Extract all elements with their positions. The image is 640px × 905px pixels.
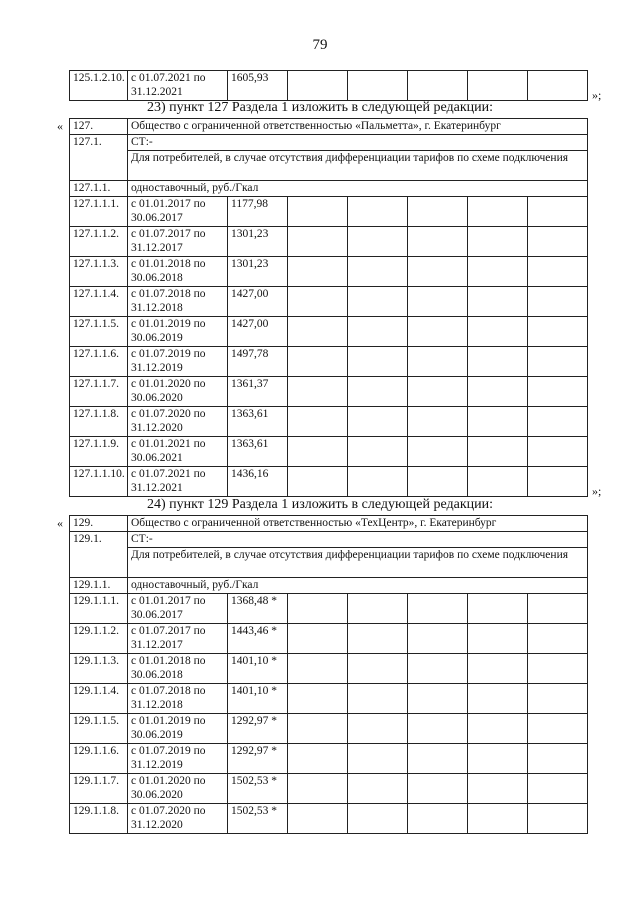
consumers-text: Для потребителей, в случае отсутствия дифференциации тарифов по схеме подключения <box>128 548 588 578</box>
row-value: 1301,23 <box>228 227 288 257</box>
opening-quote: « <box>57 516 63 530</box>
empty-cell <box>528 684 588 714</box>
table-row <box>70 347 588 377</box>
org-row <box>70 119 588 135</box>
empty-cell <box>348 684 408 714</box>
empty-cell <box>348 467 408 497</box>
empty-cell <box>468 684 528 714</box>
empty-cell <box>528 287 588 317</box>
row-value: 1292,97 * <box>228 714 288 744</box>
empty-cell <box>468 744 528 774</box>
row-period: с 01.01.2019 по 30.06.2019 <box>128 714 228 744</box>
st-label: СТ:- <box>128 532 588 548</box>
empty-cell <box>348 437 408 467</box>
row-value: 1436,16 <box>228 467 288 497</box>
row-number: 129.1.1.7. <box>70 774 128 804</box>
row-period: с 01.07.2021 по 31.12.2021 <box>128 467 228 497</box>
empty-cell <box>288 227 348 257</box>
st-number: 129.1. <box>70 532 128 578</box>
empty-cell <box>468 714 528 744</box>
row-period: с 01.01.2017 по 30.06.2017 <box>128 594 228 624</box>
page-number: 79 <box>312 37 328 53</box>
row-number: 125.1.2.10. <box>70 71 128 101</box>
empty-cell <box>348 287 408 317</box>
table-row <box>70 804 588 834</box>
table-row <box>70 714 588 744</box>
empty-cell <box>348 347 408 377</box>
empty-cell <box>288 467 348 497</box>
empty-cell <box>288 377 348 407</box>
empty-cell <box>528 467 588 497</box>
st-number: 127.1. <box>70 135 128 181</box>
tariff-label: одноставочный, руб./Гкал <box>128 578 588 594</box>
closing-quote: »; <box>592 88 602 102</box>
empty-cell <box>288 287 348 317</box>
empty-cell <box>408 467 468 497</box>
row-number: 129.1.1.3. <box>70 654 128 684</box>
row-value: 1443,46 * <box>228 624 288 654</box>
org-row <box>70 516 588 532</box>
empty-cell <box>288 407 348 437</box>
empty-cell <box>528 317 588 347</box>
empty-cell <box>528 624 588 654</box>
empty-cell <box>528 714 588 744</box>
empty-cell <box>348 774 408 804</box>
table-row <box>70 407 588 437</box>
row-period: с 01.01.2020 по 30.06.2020 <box>128 377 228 407</box>
tariff-table-127 <box>69 118 588 497</box>
row-period: с 01.07.2021 по 31.12.2021 <box>128 71 228 101</box>
empty-cell <box>348 624 408 654</box>
row-number: 129.1.1.6. <box>70 744 128 774</box>
table-row <box>70 437 588 467</box>
row-value: 1497,78 <box>228 347 288 377</box>
table-row <box>70 317 588 347</box>
st-label: СТ:- <box>128 135 588 151</box>
empty-cell <box>288 594 348 624</box>
consumers-text: Для потребителей, в случае отсутствия дифференциации тарифов по схеме подключения <box>128 151 588 181</box>
empty-cell <box>348 804 408 834</box>
row-number: 129.1.1.1. <box>70 594 128 624</box>
st-row <box>70 135 588 151</box>
table-row <box>70 257 588 287</box>
empty-cell <box>408 774 468 804</box>
row-number: 127.1.1.3. <box>70 257 128 287</box>
row-number: 127.1.1.2. <box>70 227 128 257</box>
empty-cell <box>348 714 408 744</box>
row-period: с 01.01.2019 по 30.06.2019 <box>128 317 228 347</box>
row-period: с 01.01.2021 по 30.06.2021 <box>128 437 228 467</box>
empty-cell <box>408 317 468 347</box>
tariff-table-129 <box>69 515 588 834</box>
empty-cell <box>408 377 468 407</box>
row-value: 1368,48 * <box>228 594 288 624</box>
org-name: Общество с ограниченной ответственностью «Пальметта», г. Екатеринбург <box>128 119 588 135</box>
empty-cell <box>408 624 468 654</box>
row-period: с 01.07.2017 по 31.12.2017 <box>128 227 228 257</box>
tariff-type-row <box>70 181 588 197</box>
row-number: 129.1.1.2. <box>70 624 128 654</box>
empty-cell <box>288 437 348 467</box>
row-value: 1361,37 <box>228 377 288 407</box>
closing-quote: »; <box>592 484 602 498</box>
org-number: 129. <box>70 516 128 532</box>
tariff-number: 129.1.1. <box>70 578 128 594</box>
empty-cell <box>348 257 408 287</box>
row-value: 1301,23 <box>228 257 288 287</box>
empty-cell <box>408 257 468 287</box>
row-number: 127.1.1.4. <box>70 287 128 317</box>
tariff-type-row <box>70 578 588 594</box>
empty-cell <box>348 407 408 437</box>
empty-cell <box>408 714 468 744</box>
empty-cell <box>468 467 528 497</box>
row-period: с 01.07.2019 по 31.12.2019 <box>128 347 228 377</box>
row-period: с 01.07.2018 по 31.12.2018 <box>128 684 228 714</box>
row-value: 1502,53 * <box>228 774 288 804</box>
empty-cell <box>348 317 408 347</box>
row-period: с 01.07.2017 по 31.12.2017 <box>128 624 228 654</box>
row-period: с 01.01.2020 по 30.06.2020 <box>128 774 228 804</box>
empty-cell <box>288 774 348 804</box>
empty-cell <box>408 287 468 317</box>
empty-cell <box>468 257 528 287</box>
table-row <box>70 467 588 497</box>
empty-cell <box>408 197 468 227</box>
empty-cell <box>468 287 528 317</box>
section-heading-24: 24) пункт 129 Раздела 1 изложить в следующей редакции: <box>147 497 493 512</box>
empty-cell <box>288 257 348 287</box>
empty-cell <box>468 347 528 377</box>
empty-cell <box>348 654 408 684</box>
empty-cell <box>288 347 348 377</box>
empty-cell <box>408 744 468 774</box>
row-period: с 01.07.2020 по 31.12.2020 <box>128 407 228 437</box>
table-row <box>70 71 588 101</box>
row-period: с 01.07.2020 по 31.12.2020 <box>128 804 228 834</box>
empty-cell <box>288 744 348 774</box>
empty-cell <box>528 774 588 804</box>
section-heading-23: 23) пункт 127 Раздела 1 изложить в следующей редакции: <box>147 100 493 115</box>
empty-cell <box>528 377 588 407</box>
row-value: 1177,98 <box>228 197 288 227</box>
row-value: 1401,10 * <box>228 684 288 714</box>
empty-cell <box>468 227 528 257</box>
tariff-table-continued <box>69 70 588 101</box>
st-row <box>70 532 588 548</box>
table-row <box>70 744 588 774</box>
table-row <box>70 684 588 714</box>
empty-cell <box>468 197 528 227</box>
empty-cell <box>288 654 348 684</box>
empty-cell <box>408 804 468 834</box>
row-value: 1363,61 <box>228 437 288 467</box>
row-value: 1427,00 <box>228 317 288 347</box>
empty-cell <box>528 227 588 257</box>
empty-cell <box>468 804 528 834</box>
empty-cell <box>408 594 468 624</box>
empty-cell <box>528 594 588 624</box>
table-row <box>70 654 588 684</box>
row-number: 129.1.1.8. <box>70 804 128 834</box>
row-value: 1502,53 * <box>228 804 288 834</box>
empty-cell <box>528 437 588 467</box>
row-period: с 01.01.2018 по 30.06.2018 <box>128 654 228 684</box>
empty-cell <box>348 744 408 774</box>
tariff-label: одноставочный, руб./Гкал <box>128 181 588 197</box>
empty-cell <box>408 407 468 437</box>
empty-cell <box>468 437 528 467</box>
empty-cell <box>288 624 348 654</box>
row-number: 127.1.1.6. <box>70 347 128 377</box>
empty-cell <box>288 714 348 744</box>
empty-cell <box>468 774 528 804</box>
row-value: 1292,97 * <box>228 744 288 774</box>
empty-cell <box>288 197 348 227</box>
empty-cell <box>528 804 588 834</box>
empty-cell <box>468 317 528 347</box>
row-number: 127.1.1.1. <box>70 197 128 227</box>
empty-cell <box>348 227 408 257</box>
table-row <box>70 774 588 804</box>
empty-cell <box>348 197 408 227</box>
empty-cell <box>528 407 588 437</box>
empty-cell <box>468 377 528 407</box>
empty-cell <box>408 684 468 714</box>
empty-cell <box>468 407 528 437</box>
empty-cell <box>408 227 468 257</box>
empty-cell <box>468 654 528 684</box>
empty-cell <box>288 317 348 347</box>
empty-cell <box>528 257 588 287</box>
org-number: 127. <box>70 119 128 135</box>
consumers-row <box>70 151 588 181</box>
row-value: 1427,00 <box>228 287 288 317</box>
row-period: с 01.01.2017 по 30.06.2017 <box>128 197 228 227</box>
row-number: 129.1.1.5. <box>70 714 128 744</box>
empty-cell <box>528 197 588 227</box>
empty-cell <box>408 437 468 467</box>
row-value: 1401,10 * <box>228 654 288 684</box>
row-period: с 01.01.2018 по 30.06.2018 <box>128 257 228 287</box>
tariff-number: 127.1.1. <box>70 181 128 197</box>
empty-cell <box>348 377 408 407</box>
empty-cell <box>408 654 468 684</box>
empty-cell <box>528 744 588 774</box>
row-value: 1363,61 <box>228 407 288 437</box>
empty-cell <box>528 654 588 684</box>
row-number: 129.1.1.4. <box>70 684 128 714</box>
row-number: 127.1.1.8. <box>70 407 128 437</box>
table-row <box>70 287 588 317</box>
org-name: Общество с ограниченной ответственностью «ТехЦентр», г. Екатеринбург <box>128 516 588 532</box>
empty-cell <box>468 624 528 654</box>
table-row <box>70 227 588 257</box>
row-value: 1605,93 <box>228 71 288 101</box>
empty-cell <box>288 684 348 714</box>
row-number: 127.1.1.5. <box>70 317 128 347</box>
row-period: с 01.07.2019 по 31.12.2019 <box>128 744 228 774</box>
row-number: 127.1.1.7. <box>70 377 128 407</box>
empty-cell <box>408 347 468 377</box>
table-row <box>70 594 588 624</box>
empty-cell <box>348 594 408 624</box>
table-row <box>70 197 588 227</box>
table-row <box>70 624 588 654</box>
opening-quote: « <box>57 119 63 133</box>
row-number: 127.1.1.10. <box>70 467 128 497</box>
consumers-row <box>70 548 588 578</box>
row-period: с 01.07.2018 по 31.12.2018 <box>128 287 228 317</box>
row-number: 127.1.1.9. <box>70 437 128 467</box>
empty-cell <box>528 347 588 377</box>
empty-cell <box>468 594 528 624</box>
empty-cell <box>288 804 348 834</box>
table-row <box>70 377 588 407</box>
